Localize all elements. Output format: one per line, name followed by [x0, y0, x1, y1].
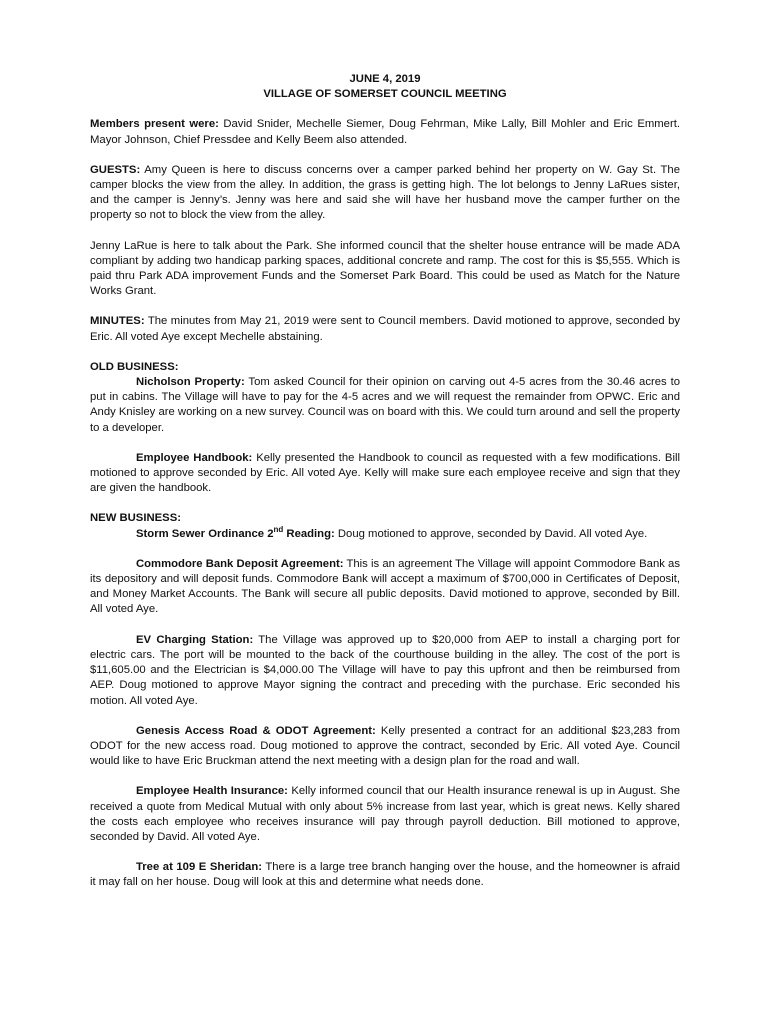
- guests-text: Amy Queen is here to discuss concerns over a camper parked behind her property on W. Gay St. The camper blocks the view from the alley. In addition, the grass is getting high. The lot belongs to Jenny LaRues sister, and the camper is Jenny’s. Jenny was here and said she will have her husband move the camper further on the property so not to block the view from the alley.: [90, 163, 680, 222]
- commodore-bank-paragraph: [90, 557, 680, 618]
- old-business-heading: OLD BUSINESS:: [90, 360, 179, 373]
- ev-charging-text: The Village was approved up to $20,000 from AEP to install a charging port for electric cars. The port will be mounted to the back of the courthouse building in the alley. The cost of the port is $11,605.00 and the Electrician is $4,000.00 The Village will have to pay this upfront and then be reimbursed from AEP. Doug motioned to approve Mayor signing the contract and preceding with the purchase. Eric seconded his motion. All voted Aye.: [90, 633, 680, 707]
- genesis-road-text: Kelly presented a contract for an additional $23,283 from ODOT for the new access road. Doug motioned to approve the contract, seconded by Eric. All voted Aye. Council would like to have Eric Bruckman attend the next meeting with a design plan for the road and wall.: [90, 724, 680, 768]
- commodore-bank-label: Commodore Bank Deposit Agreement:: [136, 557, 344, 570]
- storm-sewer-label-main: Storm Sewer Ordinance 2: [136, 527, 274, 540]
- meeting-title: VILLAGE OF SOMERSET COUNCIL MEETING: [263, 88, 507, 101]
- nicholson-property-label: Nicholson Property:: [136, 376, 245, 389]
- genesis-road-paragraph: [90, 724, 680, 770]
- storm-sewer-paragraph: [90, 524, 680, 542]
- storm-sewer-label: [136, 524, 335, 540]
- health-insurance-text: Kelly informed council that our Health insurance renewal is up in August. She received a quote from Medical Mutual with only about 5% increase from last year, which is great news. Kelly shared the costs each employee who receives insurance will pay through payroll deduction. Bill motioned to approve, seconded by David. All voted Aye.: [90, 785, 680, 843]
- guests-paragraph: [90, 163, 680, 224]
- commodore-bank-text: This is an agreement The Village will appoint Commodore Bank as its depository and will deposit funds. Commodore Bank will accept a maximum of $700,000 in Certificates of Deposit, and Money Market Accounts. The Bank will secure all public deposits. David motioned to approve, seconded by Bill. All voted Aye.: [90, 557, 680, 616]
- tree-sheridan-paragraph: [90, 860, 680, 890]
- members-paragraph: [90, 117, 680, 147]
- storm-sewer-text: Doug motioned to approve, seconded by David. All voted Aye.: [334, 527, 648, 540]
- employee-handbook-label: Employee Handbook:: [136, 451, 253, 464]
- employee-handbook-paragraph: [90, 451, 680, 497]
- minutes-label: MINUTES:: [90, 315, 145, 328]
- tree-sheridan-text: There is a large tree branch hanging over the house, and the homeowner is afraid it may fall on her house. Doug will look at this and determine what needs done.: [90, 861, 680, 889]
- members-label: Members present were:: [90, 118, 219, 131]
- genesis-road-label: Genesis Access Road & ODOT Agreement:: [136, 724, 376, 737]
- park-paragraph: Jenny LaRue is here to talk about the Park. She informed council that the shelter house entrance will be made ADA compliant by adding two handicap parking spaces, additional concrete and ramp. The cost for this is $5,555. Which is paid thru Park ADA improvement Funds and the Somerset Park Board. This could be used as Match for the Nature Works Grant.: [90, 239, 680, 298]
- minutes-text: The minutes from May 21, 2019 were sent to Council members. David motioned to approve, seconded by Eric. All voted Aye except Mechelle abstaining.: [90, 315, 680, 343]
- meeting-minutes-page: [90, 72, 680, 891]
- meeting-date: JUNE 4, 2019: [349, 73, 421, 85]
- new-business-heading: NEW BUSINESS:: [90, 512, 182, 525]
- nicholson-property-paragraph: [90, 375, 680, 436]
- ev-charging-paragraph: [90, 633, 680, 709]
- employee-handbook-text: Kelly presented the Handbook to council as requested with a few modifications. Bill motioned to approve seconded by Eric. All voted Aye. Kelly will make sure each employee receive and sign that they are given the handbook.: [90, 451, 680, 495]
- tree-sheridan-label: Tree at 109 E Sheridan:: [136, 861, 262, 874]
- storm-sewer-label-sup: nd: [273, 524, 284, 534]
- members-text: David Snider, Mechelle Siemer, Doug Fehrman, Mike Lally, Bill Mohler and Eric Emmert. Mayor Johnson, Chief Pressdee and Kelly Beem also attended.: [90, 118, 680, 146]
- health-insurance-paragraph: [90, 784, 680, 845]
- health-insurance-label: Employee Health Insurance:: [136, 785, 288, 798]
- nicholson-property-text: Tom asked Council for their opinion on carving out 4-5 acres from the 30.46 acres to put in cabins. The Village will have to pay for the 4-5 acres and we will request the remainder from OPWC. Eric and Andy Knisley are working on a new survey. Council was on board with this. We could turn around and sell the property to a developer.: [90, 376, 680, 434]
- ev-charging-label: EV Charging Station:: [136, 633, 254, 646]
- guests-label: GUESTS:: [90, 163, 141, 176]
- minutes-paragraph: [90, 314, 680, 344]
- storm-sewer-label-end: Reading:: [283, 527, 335, 540]
